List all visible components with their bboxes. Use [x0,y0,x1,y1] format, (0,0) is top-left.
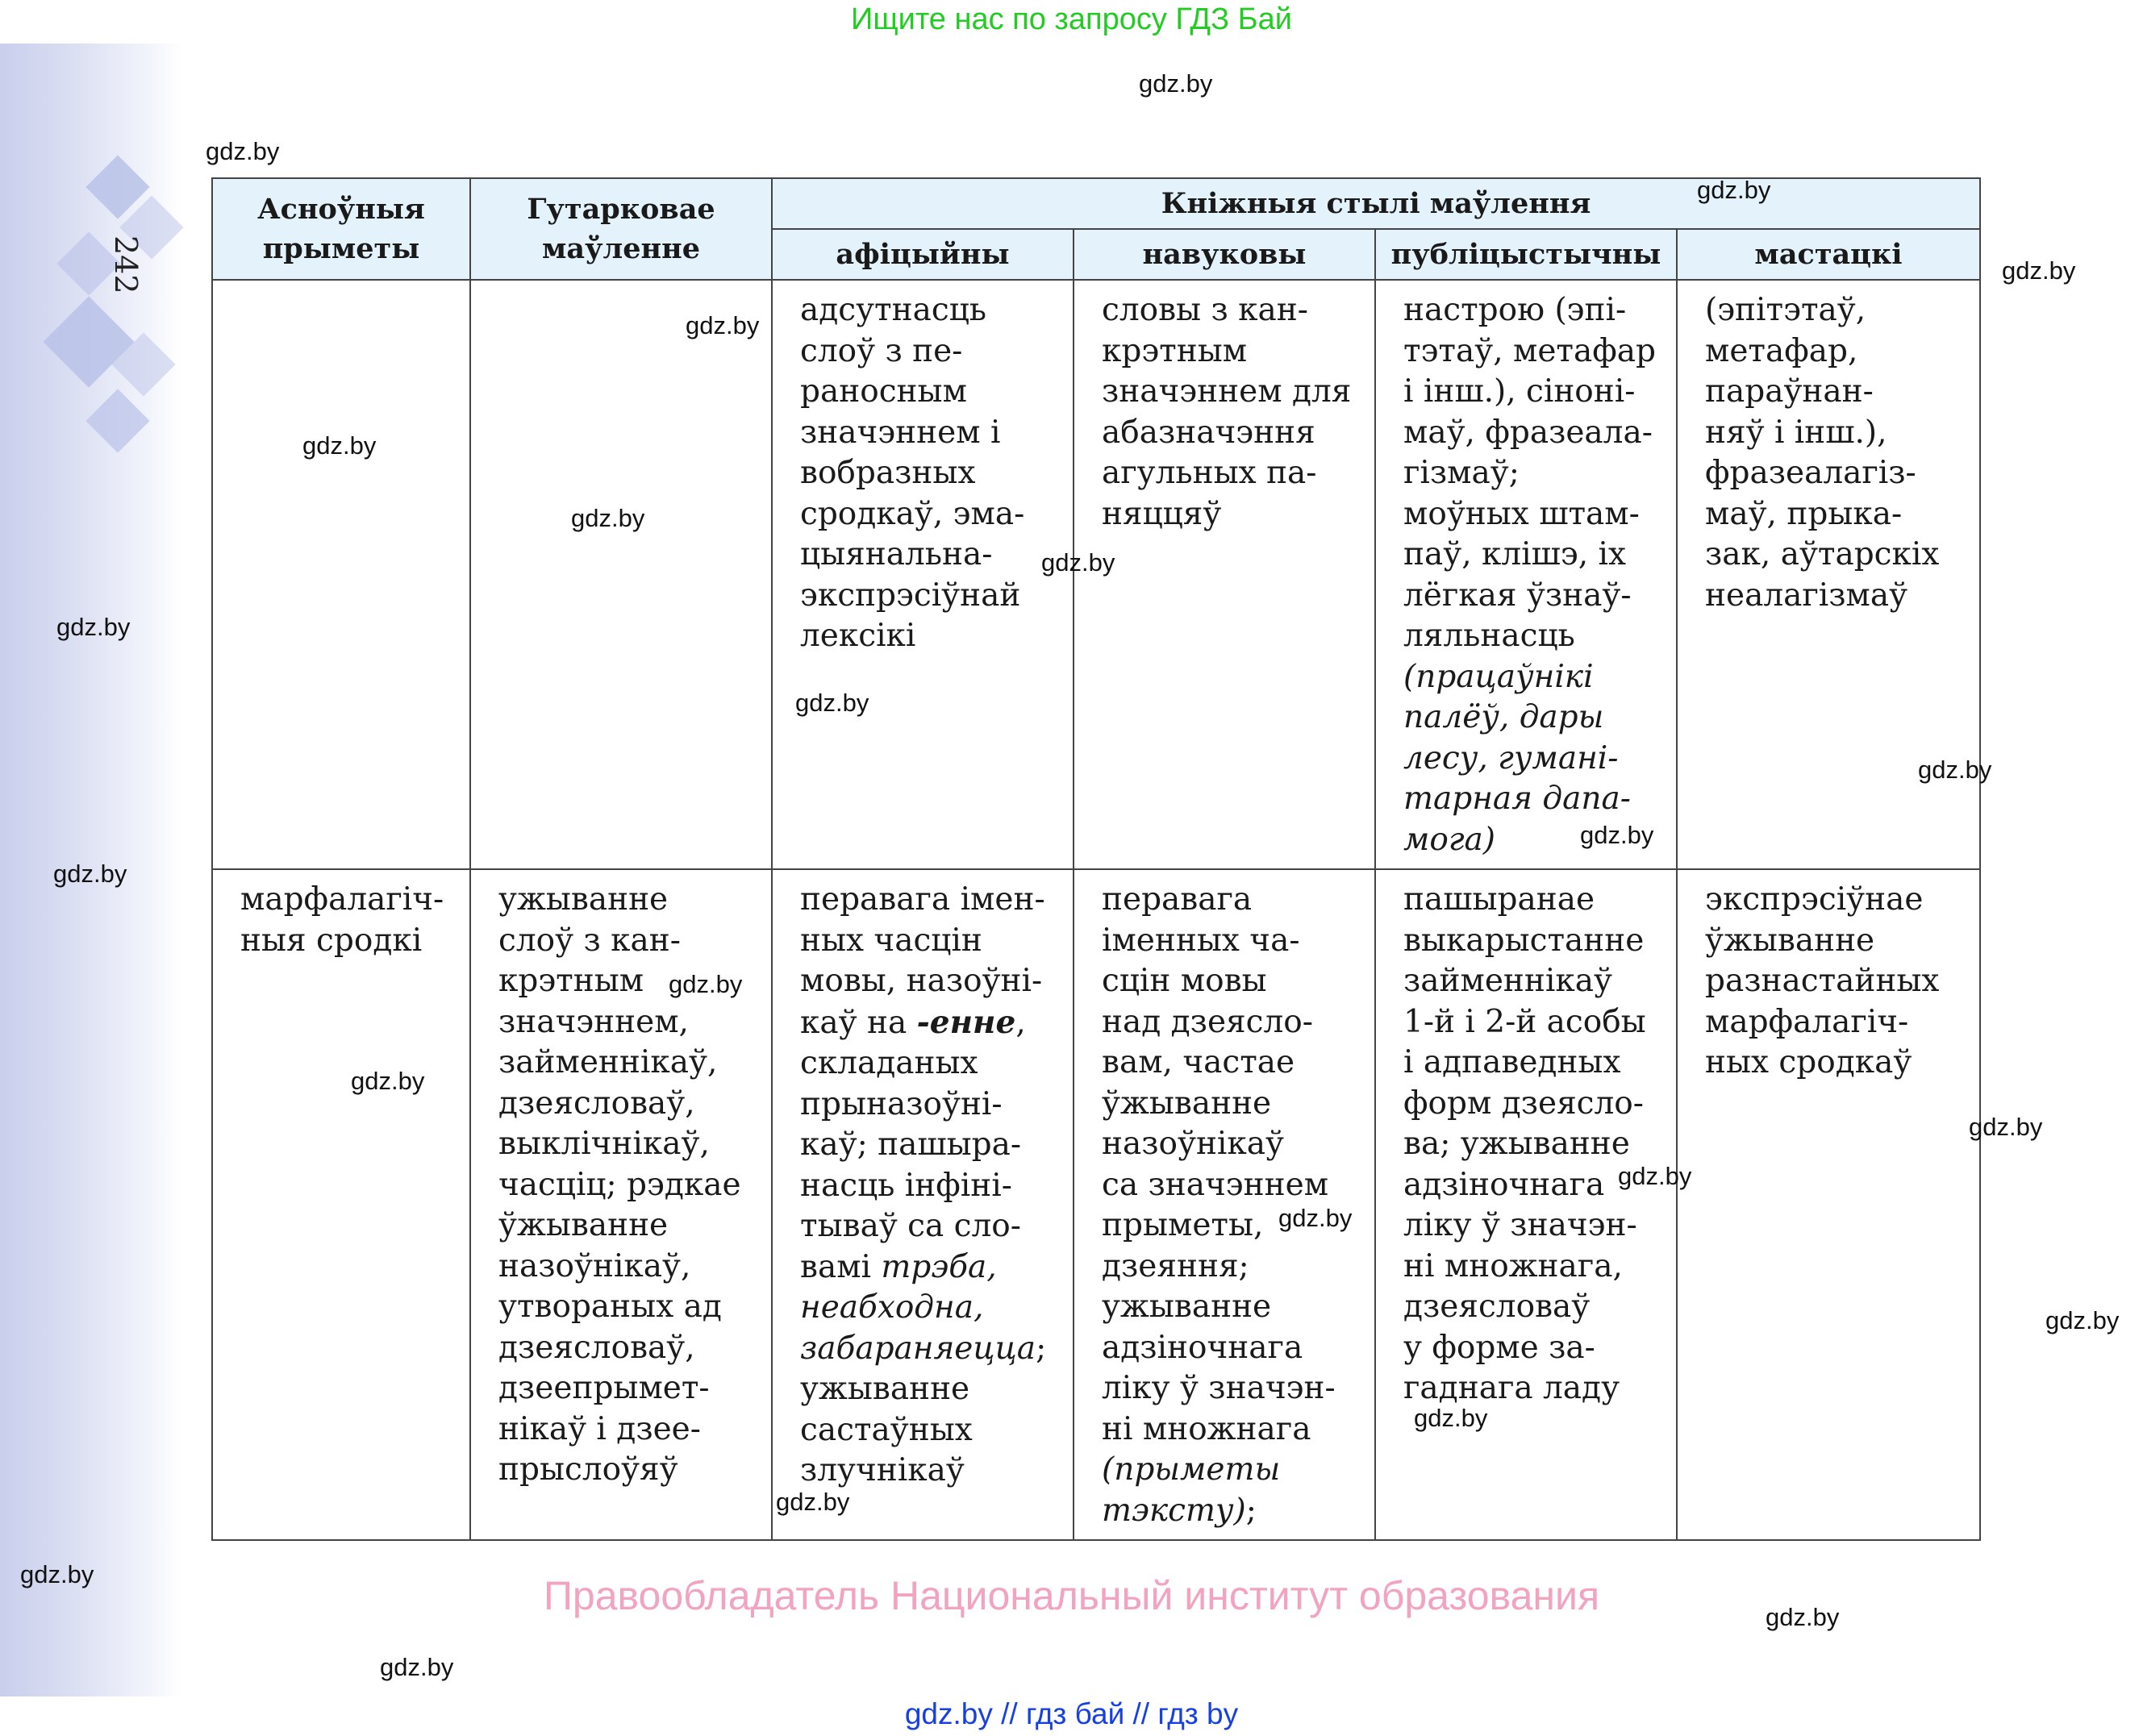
cell-text: перавага іменных ча- сцін мовы над дзеясло- вам, частае ўжыванне назоўнікаў са значэннем прыметы, дзеяння; ужыванне адзіночнага ліку ў значэн- ні множнага [1102,881,1336,1447]
cell-colloquial [470,280,772,869]
watermark: gdz.by [686,311,760,339]
header-publicistic: публіцыстычны [1375,229,1677,280]
watermark: gdz.by [795,689,869,717]
styles-table [211,177,1981,1541]
watermark: gdz.by [1918,756,1992,784]
watermark: gdz.by [776,1488,850,1516]
cell-artistic: (эпітэтаў, метафар, параўнан- няў і інш.), фразеалагіз- маў, прыка- зак, аўтарскіх неалагізмаў [1677,280,1980,869]
watermark: gdz.by [669,970,743,998]
watermark: gdz.by [1766,1603,1840,1631]
decor-diamond [85,389,149,452]
header-official: афіцыйны [772,229,1074,280]
cell-text: ; ужыванне састаўных злучнікаў [800,1330,1047,1488]
cell-text: перавага імен- ных часцін мовы, назоўні- каў на [800,881,1045,1041]
copyright-notice: Правообладатель Национальный институт образования [543,1573,1600,1618]
header-artistic: мастацкі [1677,229,1980,280]
cell-official: адсутнасць слоў з пе- раносным значэннем і вобразных сродкаў, эма- цыянальна- экспрэсіўнай лексікі [772,280,1074,869]
footer-links[interactable]: gdz.by // гдз бай // гдз by [904,1697,1239,1730]
watermark: gdz.by [1697,176,1771,204]
watermark: gdz.by [380,1653,454,1681]
watermark: gdz.by [206,137,280,165]
watermark: gdz.by [2045,1306,2120,1334]
watermark: gdz.by [56,613,131,641]
watermark: gdz.by [1139,69,1213,98]
cell-publicistic [1375,280,1677,869]
cell-publicistic: пашыранае выкарыстанне займеннікаў 1-й і 2-й асобы і адпаведных форм дзеясло- ва; ужыванне адзіночнага ліку ў значэн- ні множнага, дзеясловаў у форме за- гаднага ладу [1375,869,1677,1540]
watermark: gdz.by [1969,1113,2043,1141]
page-number: 242 [108,235,144,294]
watermark: gdz.by [1580,821,1654,849]
watermark: gdz.by [53,860,127,888]
top-banner[interactable]: Ищите нас по запросу ГДЗ Бай [851,2,1292,36]
suffix-text: -енне [916,1003,1016,1041]
watermark: gdz.by [1618,1162,1692,1190]
cell-text: ; [1245,1492,1257,1529]
watermark: gdz.by [2002,256,2076,285]
example-text: (прыметы тэксту) [1102,1451,1281,1529]
example-text: трэба, неабходна, забараняецца [800,1248,1036,1367]
watermark: gdz.by [1278,1204,1353,1232]
watermark: gdz.by [571,504,645,532]
watermark: gdz.by [302,431,377,460]
cell-features [212,280,470,869]
cell-official [772,869,1074,1540]
header-bookish: Кніжныя стылі маўлення [772,178,1980,229]
cell-text: , складаных прыназоўні- каў; пашыра- насць інфіні- тываў са сло- вамі [800,1004,1026,1285]
table-row [212,869,1980,1540]
watermark: gdz.by [1041,548,1115,577]
header-scientific: навуковы [1074,229,1375,280]
cell-text: настрою (эпі- тэтаў, метафар і інш.), сіноні- маў, фразеала- гізмаў; моўных штам- паў, клішэ, іх лёгкая ўзнаў- ляльнасць [1403,292,1656,654]
cell-colloquial: ужыванне слоў з кан- крэтным значэннем, займеннікаў, дзеясловаў, выклічнікаў, часціц; рэдкае ўжыванне назоўнікаў, утвораных ад дзеясловаў, дзеепрымет- нікаў і дзее- прыслоўяў [470,869,772,1540]
watermark: gdz.by [20,1560,94,1588]
cell-features: марфалагіч- ныя сродкі [212,869,470,1540]
header-features: Асноўныя прыметы [212,178,470,280]
watermark: gdz.by [351,1067,425,1095]
watermark: gdz.by [1414,1404,1488,1432]
example-text: (працаўнікі палёў, дары лесу, гумані- тарная дапа- мога) [1403,658,1631,858]
header-colloquial: Гутарковае маўленне [470,178,772,280]
cell-scientific: словы з кан- крэтным значэннем для абазначэння агульных па- няццяў [1074,280,1375,869]
cell-artistic: экспрэсіўнае ўжыванне разнастайных марфалагіч- ных сродкаў [1677,869,1980,1540]
